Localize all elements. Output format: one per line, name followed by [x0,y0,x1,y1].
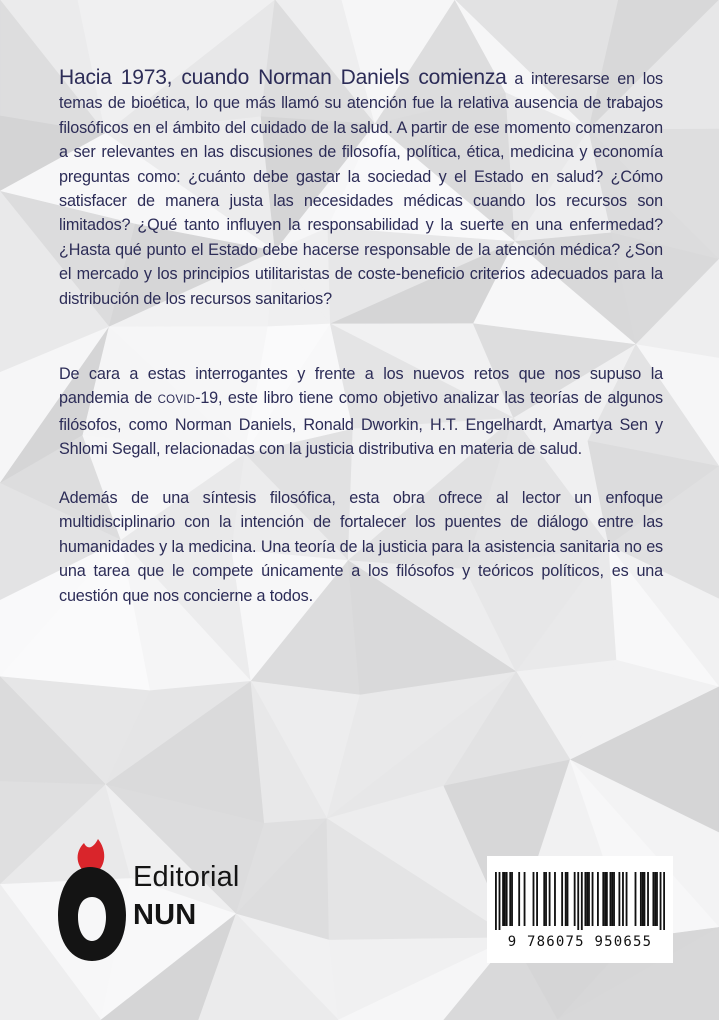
barcode-bar [652,872,654,926]
barcode-bar [604,872,606,926]
synopsis-paragraph-2 [59,362,663,462]
barcode-bar [586,872,588,926]
synopsis-paragraph-1 [59,66,663,311]
barcode-bar [611,872,613,926]
synopsis-paragraph-2-body: -19, este libro tiene como objetivo analizar las teorías de algunos filósofos, como Norman Daniels, Ronald Dworkin, H.T. Engelhardt, Amartya Sen y Shlomi Segall, relacionadas con la justicia distributiva en materia de salud. [59,389,663,459]
publisher-name-line-2: NUN [133,899,197,931]
barcode-bar [524,872,526,926]
barcode-bar [647,872,649,926]
barcode-bar [581,872,583,930]
barcode-bar [654,872,656,926]
barcode-bar [565,872,567,926]
barcode-bar [577,872,579,930]
barcode-bar [592,872,594,926]
logo-ring [58,867,126,961]
publisher-name-line-1: Editorial [133,861,240,893]
barcode-bar [602,872,604,926]
barcode-bar [626,872,628,926]
barcode-bar [502,872,504,926]
barcode-bar [495,872,497,930]
barcode-bar [561,872,563,926]
barcode-bar [567,872,569,926]
barcode-bar [499,872,501,930]
barcode-bar [635,872,637,926]
barcode-bar [543,872,545,926]
barcode-bar [610,872,612,926]
barcode-bar [536,872,538,926]
synopsis-paragraph-3: Además de una síntesis filosófica, esta obra ofrece al lector un enfoque multidisciplinario con la intención de fortalecer los puentes de diálogo entre las humanidades y la medicina. Una teoría de la justicia para la asistencia sanitaria no es una tarea que le compete únicamente a los filósofos y teóricos políticos, es una cuestión que nos concierne a todos. [59,489,663,605]
barcode-bar [549,872,551,926]
barcode-bar [642,872,644,926]
synopsis-paragraph-2-start: De cara a estas interrogantes y frente a los nuevos retos que nos supuso la pandemia de [59,365,663,408]
barcode-bar [504,872,506,926]
barcode-bar [663,872,665,930]
barcode-bar [511,872,513,926]
synopsis-paragraph-1-body: a interesarse en los temas de bioética, lo que más llamó su atención fue la relativa ausencia de trabajos filosóficos en el ámbito del cuidado de la salud. A partir de ese momento comenzaron a ser relevantes en las discusiones de filosofía, política, ética, medicina y economía preguntas como: ¿cuánto debe gastar la sociedad y el Estado en salud? ¿Cómo satisfacer de manera justa las necesidades médicas cuando los recursos son limitados? ¿Qué tanto influyen la responsabilidad y la suerte en una enfermedad? ¿Hasta qué punto el Estado debe hacerse responsable de la atención médica? ¿Son el mercado y los principios utilitaristas de coste-beneficio criterios adecuados para la distribución de los recursos sanitarios? [59,70,663,308]
barcode-bar [644,872,646,926]
barcode-bar [660,872,662,930]
barcode-bar [588,872,590,926]
barcode-bar [606,872,608,926]
barcode-bar [597,872,599,926]
barcode-bar [554,872,556,926]
barcode-bar [574,872,576,926]
barcode-bar [584,872,586,926]
barcode-bars [495,872,665,930]
barcode-bar [640,872,642,926]
barcode-bar [656,872,658,926]
synopsis-lead: Hacia 1973, cuando Norman Daniels comienza [59,66,507,89]
isbn-number: 9 786075 950655 [507,934,653,950]
covid-smallcaps: COVID [157,394,196,407]
barcode-bar [618,872,620,926]
barcode-bar [613,872,615,926]
barcode-bar [533,872,535,926]
barcode-bar [622,872,624,926]
barcode-bar [506,872,508,926]
barcode-bar [509,872,511,926]
barcode-bar [545,872,547,926]
barcode-bar [518,872,520,926]
isbn-barcode [487,856,673,963]
